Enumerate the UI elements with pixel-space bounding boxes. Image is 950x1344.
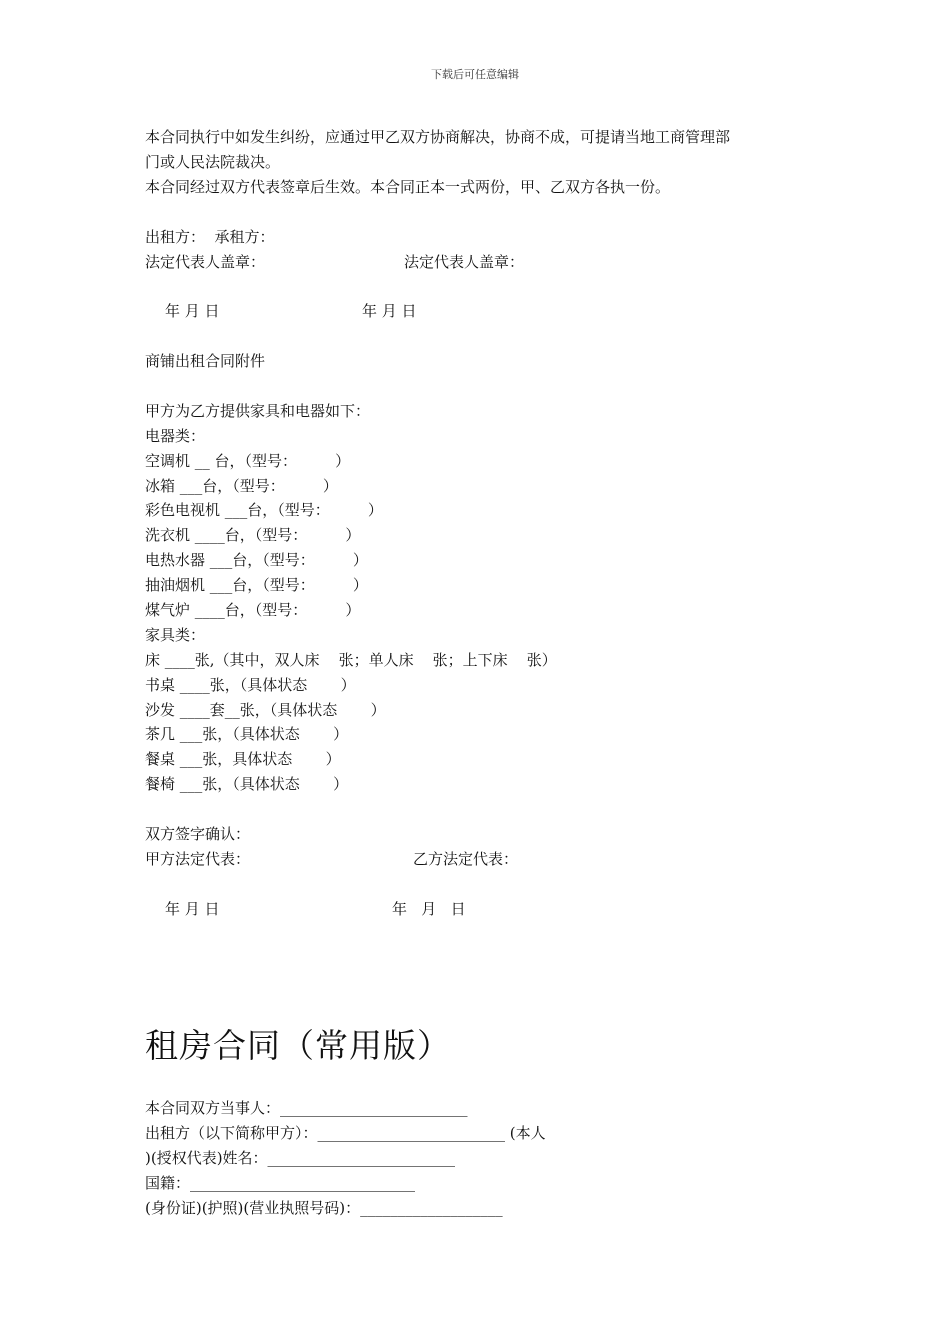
dispute-clause-line-1: 本合同执行中如发生纠纷，应通过甲乙双方协商解决，协商不成，可提请当地工商管理部 [145,128,731,146]
furniture-item: 床 ____张,（其中，双人床 张；单人床 张；上下床 张） [145,651,557,669]
annex-intro: 甲方为乙方提供家具和电器如下： [145,402,371,420]
furniture-item: 餐桌 ___张，具体状态 ） [145,750,341,768]
dispute-clause-line-2: 门或人民法院裁决。 [145,153,281,171]
parties-label: 出租方： 承租方： [145,228,275,246]
appliance-item: 彩色电视机 ___台，（型号： ） [145,501,383,519]
contract-parties: 本合同双方当事人：_________________________ [145,1099,468,1117]
lessor-name-line: 出租方（以下简称甲方）：_________________________ (本人 [145,1124,546,1142]
annex-title: 商铺出租合同附件 [145,352,266,370]
party-a-rep: 甲方法定代表： [145,850,251,868]
authorized-rep-line: )(授权代表)姓名：_________________________ [145,1149,456,1167]
lessee-rep-seal: 法定代表人盖章： [404,253,525,271]
lessor-date: 年 月 日 [165,302,220,320]
appliance-item: 电热水器 ___台，（型号： ） [145,551,368,569]
appliance-item: 洗衣机 ____台，（型号： ） [145,526,361,544]
appliance-item: 冰箱 ___台，（型号： ） [145,477,338,495]
furniture-item: 茶几 ___张，（具体状态 ） [145,725,349,743]
furniture-item: 沙发 ____套__张，（具体状态 ） [145,701,386,719]
party-a-date: 年 月 日 [165,900,220,918]
appliance-item: 煤气炉 ____台，（型号： ） [145,601,361,619]
furniture-item: 餐椅 ___张，（具体状态 ） [145,775,349,793]
furniture-item: 书桌 ____张，（具体状态 ） [145,676,356,694]
lessor-rep-seal: 法定代表人盖章： [145,253,266,271]
signature-confirm: 双方签字确认： [145,825,251,843]
page-header: 下载后可任意编辑 [431,68,519,81]
party-b-rep: 乙方法定代表： [413,850,519,868]
contract-title: 租房合同（常用版） [145,1026,451,1065]
appliance-item: 空调机 __ 台，（型号： ） [145,452,351,470]
appliance-heading: 电器类： [145,427,206,445]
furniture-heading: 家具类： [145,626,206,644]
appliance-item: 抽油烟机 ___台，（型号： ） [145,576,368,594]
effect-clause: 本合同经过双方代表签章后生效。本合同正本一式两份，甲、乙双方各执一份。 [145,178,671,196]
lessee-date: 年 月 日 [362,302,417,320]
party-b-date: 年 月 日 [392,900,466,918]
nationality-line: 国籍：______________________________ [145,1174,416,1192]
id-number-line: (身份证)(护照)(营业执照号码)：___________________ [145,1199,503,1217]
